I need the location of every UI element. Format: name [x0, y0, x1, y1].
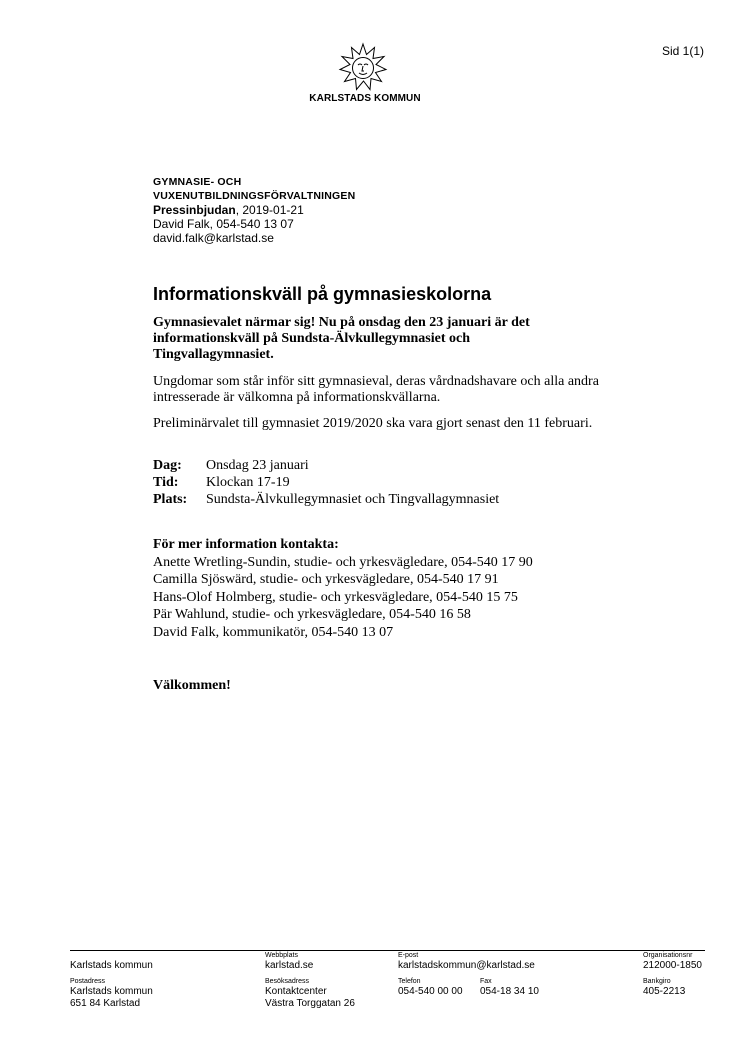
- contact-person: Anette Wretling-Sundin, studie- och yrkesvägledare, 054-540 17 90: [153, 554, 533, 570]
- footer-postal-line: 651 84 Karlstad: [70, 998, 141, 1009]
- footer-postal: [70, 978, 153, 1010]
- document-header: [153, 175, 355, 245]
- footer-fax: [480, 978, 539, 998]
- footer-fax-value: 054-18 34 10: [480, 986, 539, 997]
- detail-label: Plats:: [153, 492, 188, 507]
- welcome-text: Välkommen!: [153, 678, 231, 693]
- footer-fax-label: Fax: [480, 978, 492, 985]
- footer-visit-line: Västra Torggatan 26: [265, 998, 355, 1009]
- footer-email: [398, 952, 535, 972]
- contact-email: david.falk@karlstad.se: [153, 231, 274, 245]
- organization-logo-text: KARLSTADS KOMMUN: [309, 93, 421, 104]
- department-name-line1: GYMNASIE- OCH: [153, 176, 242, 188]
- footer-bankgiro-value: 405-2213: [643, 986, 686, 997]
- footer-email-value: karlstadskommun@karlstad.se: [398, 960, 535, 971]
- footer-phone: [398, 978, 463, 998]
- detail-value: Klockan 17-19: [206, 475, 290, 490]
- footer-orgnr-value: 212000-1850: [643, 960, 702, 971]
- page-title: Informationskväll på gymnasieskolorna: [153, 284, 492, 304]
- body-paragraph: Preliminärvalet till gymnasiet 2019/2020 ska vara gjort senast den 11 februari.: [153, 416, 593, 431]
- doc-type-line: [153, 203, 355, 217]
- detail-row-day: [153, 458, 499, 475]
- contact-name-phone: David Falk, 054-540 13 07: [153, 217, 294, 231]
- footer-bankgiro-label: Bankgiro: [643, 978, 671, 985]
- footer-postal-label: Postadress: [70, 978, 106, 985]
- footer-divider: [70, 950, 705, 951]
- footer-visit-line: Kontaktcenter: [265, 986, 327, 997]
- contact-person: Camilla Sjöswärd, studie- och yrkesvägledare, 054-540 17 91: [153, 572, 499, 587]
- footer-web-label: Webbplats: [265, 952, 298, 959]
- detail-label: Tid:: [153, 475, 179, 490]
- body-paragraph: Ungdomar som står inför sitt gymnasieval, deras vårdnadshavare och alla andra intresserade är välkomna på informationskvällarna.: [153, 374, 599, 405]
- lead-paragraph: Gymnasievalet närmar sig! Nu på onsdag den 23 januari är det informationskväll på Sundsta-Älvkullegymnasiet och Tingvallagymnasiet.: [153, 315, 530, 362]
- footer-email-label: E-post: [398, 952, 419, 959]
- detail-row-place: [153, 492, 499, 509]
- department-name-line2: VUXENUTBILDNINGSFÖRVALTNINGEN: [153, 190, 356, 202]
- footer-orgnr-label: Organisationsnr: [643, 952, 693, 959]
- doc-type: Pressinbjudan: [153, 203, 236, 217]
- sun-face-icon: [338, 42, 388, 92]
- contact-person: Hans-Olof Holmberg, studie- och yrkesvägledare, 054-540 15 75: [153, 589, 518, 605]
- footer-postal-line: Karlstads kommun: [70, 986, 153, 997]
- footer-bankgiro: [643, 978, 685, 998]
- detail-row-time: [153, 475, 499, 492]
- footer-phone-value: 054-540 00 00: [398, 986, 463, 997]
- footer-visit: [265, 978, 355, 1010]
- footer-phone-label: Telefon: [398, 978, 421, 985]
- detail-label: Dag:: [153, 458, 182, 473]
- contact-person: David Falk, kommunikatör, 054-540 13 07: [153, 624, 394, 640]
- detail-value: Onsdag 23 januari: [206, 458, 309, 473]
- doc-date: , 2019-01-21: [235, 203, 304, 217]
- detail-value: Sundsta-Älvkullegymnasiet och Tingvallagymnasiet: [206, 492, 500, 507]
- contact-heading: För mer information kontakta:: [153, 537, 339, 552]
- contact-list: [153, 536, 533, 641]
- footer-web: [265, 952, 313, 972]
- footer-web-value: karlstad.se: [265, 960, 314, 971]
- footer-orgnr: [643, 952, 702, 972]
- page-number: Sid 1(1): [661, 44, 704, 58]
- footer-org: [70, 960, 153, 972]
- contact-person: Pär Wahlund, studie- och yrkesvägledare, 054-540 16 58: [153, 607, 471, 622]
- event-details: [153, 458, 499, 509]
- footer-visit-label: Besöksadress: [265, 978, 309, 985]
- footer-org-name: Karlstads kommun: [70, 960, 153, 971]
